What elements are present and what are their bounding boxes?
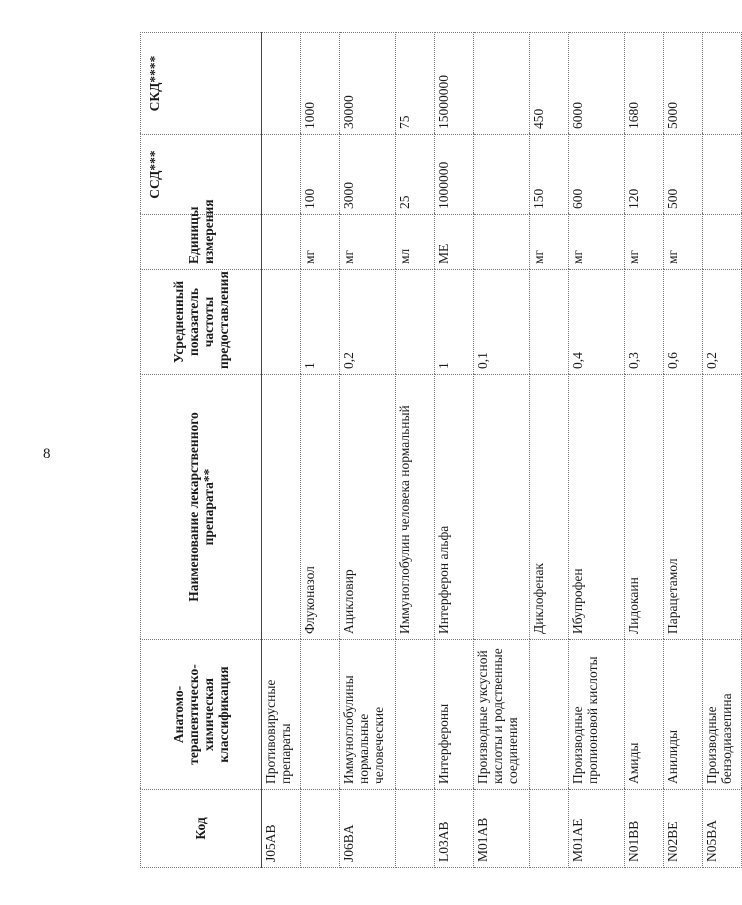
cell-unit: мг	[530, 215, 569, 270]
cell-unit: МЕ	[435, 215, 474, 270]
cell-drug: Интерферон альфа	[435, 375, 474, 640]
table-row	[340, 33, 396, 868]
header-drug: Наименование лекарственного препарата**	[141, 375, 262, 640]
cell-unit	[703, 215, 742, 270]
cell-frequency	[262, 270, 301, 375]
cell-ssd: 100	[301, 135, 340, 215]
cell-skd	[262, 33, 301, 135]
cell-code: N05BA	[703, 790, 742, 868]
cell-skd: 6000	[569, 33, 625, 135]
cell-skd: 15000000	[435, 33, 474, 135]
drug-table	[140, 32, 742, 868]
cell-ssd	[703, 135, 742, 215]
cell-drug: Парацетамол	[664, 375, 703, 640]
cell-frequency: 0,6	[664, 270, 703, 375]
cell-skd: 1000	[301, 33, 340, 135]
cell-skd: 1680	[625, 33, 664, 135]
cell-ssd: 120	[625, 135, 664, 215]
cell-code: M01AE	[569, 790, 625, 868]
cell-unit: мг	[664, 215, 703, 270]
header-frequency: Усредненный показатель частоты предоставления	[141, 270, 262, 375]
cell-skd	[474, 33, 530, 135]
cell-atc: Противовирусные препараты	[262, 640, 301, 790]
cell-atc: Производные уксусной кислоты и родственные соединения	[474, 640, 530, 790]
cell-frequency: 0,3	[625, 270, 664, 375]
table-row	[569, 33, 625, 868]
cell-frequency: 1	[301, 270, 340, 375]
cell-frequency: 1	[435, 270, 474, 375]
cell-unit: мл	[396, 215, 435, 270]
cell-frequency: 0,2	[340, 270, 396, 375]
table-row	[262, 33, 301, 868]
cell-unit: мг	[625, 215, 664, 270]
header-unit: Единицы измерения	[141, 215, 262, 270]
table-row	[396, 33, 435, 868]
cell-drug: Лидокаин	[625, 375, 664, 640]
cell-atc	[396, 640, 435, 790]
page-number: 8	[43, 446, 51, 462]
cell-atc: Анилиды	[664, 640, 703, 790]
cell-unit: мг	[569, 215, 625, 270]
cell-ssd: 600	[569, 135, 625, 215]
cell-code	[396, 790, 435, 868]
cell-atc: Производные бензодиазепина	[703, 640, 742, 790]
cell-code: J05AB	[262, 790, 301, 868]
table-row	[625, 33, 664, 868]
cell-code: L03AB	[435, 790, 474, 868]
cell-frequency	[530, 270, 569, 375]
cell-unit: мг	[340, 215, 396, 270]
cell-code: M01AB	[474, 790, 530, 868]
rotated-table-stage	[140, 33, 734, 868]
cell-skd: 450	[530, 33, 569, 135]
cell-skd	[703, 33, 742, 135]
cell-ssd: 25	[396, 135, 435, 215]
cell-code: N02BE	[664, 790, 703, 868]
cell-drug: Ибупрофен	[569, 375, 625, 640]
cell-atc: Интерфероны	[435, 640, 474, 790]
table-row	[301, 33, 340, 868]
header-row	[141, 33, 262, 868]
cell-drug	[262, 375, 301, 640]
cell-skd: 75	[396, 33, 435, 135]
cell-unit: мг	[301, 215, 340, 270]
cell-code	[301, 790, 340, 868]
header-atc: Анатомо-терапевтическо-химическая классификация	[141, 640, 262, 790]
cell-atc: Амиды	[625, 640, 664, 790]
cell-drug	[703, 375, 742, 640]
header-skd: СКД****	[141, 33, 262, 135]
table-row	[664, 33, 703, 868]
table-row	[530, 33, 569, 868]
cell-code	[530, 790, 569, 868]
cell-ssd	[474, 135, 530, 215]
cell-atc: Производные пропионовой кислоты	[569, 640, 625, 790]
table-row	[474, 33, 530, 868]
cell-drug: Иммуноглобулин человека нормальный	[396, 375, 435, 640]
cell-unit	[262, 215, 301, 270]
cell-ssd: 150	[530, 135, 569, 215]
cell-frequency	[396, 270, 435, 375]
cell-drug: Диклофенак	[530, 375, 569, 640]
table-row	[435, 33, 474, 868]
cell-ssd: 1000000	[435, 135, 474, 215]
cell-ssd: 500	[664, 135, 703, 215]
cell-frequency: 0,1	[474, 270, 530, 375]
table-row	[703, 33, 742, 868]
cell-ssd: 3000	[340, 135, 396, 215]
cell-frequency: 0,4	[569, 270, 625, 375]
cell-code: J06BA	[340, 790, 396, 868]
cell-drug	[474, 375, 530, 640]
cell-unit	[474, 215, 530, 270]
cell-atc	[530, 640, 569, 790]
cell-atc	[301, 640, 340, 790]
cell-frequency: 0,2	[703, 270, 742, 375]
cell-drug: Флуконазол	[301, 375, 340, 640]
cell-skd: 5000	[664, 33, 703, 135]
cell-drug: Ацикловир	[340, 375, 396, 640]
cell-atc: Иммуноглобулины нормальные человеческие	[340, 640, 396, 790]
cell-skd: 30000	[340, 33, 396, 135]
header-code: Код	[141, 790, 262, 868]
cell-code: N01BB	[625, 790, 664, 868]
header-ssd: ССД***	[141, 135, 262, 215]
cell-ssd	[262, 135, 301, 215]
